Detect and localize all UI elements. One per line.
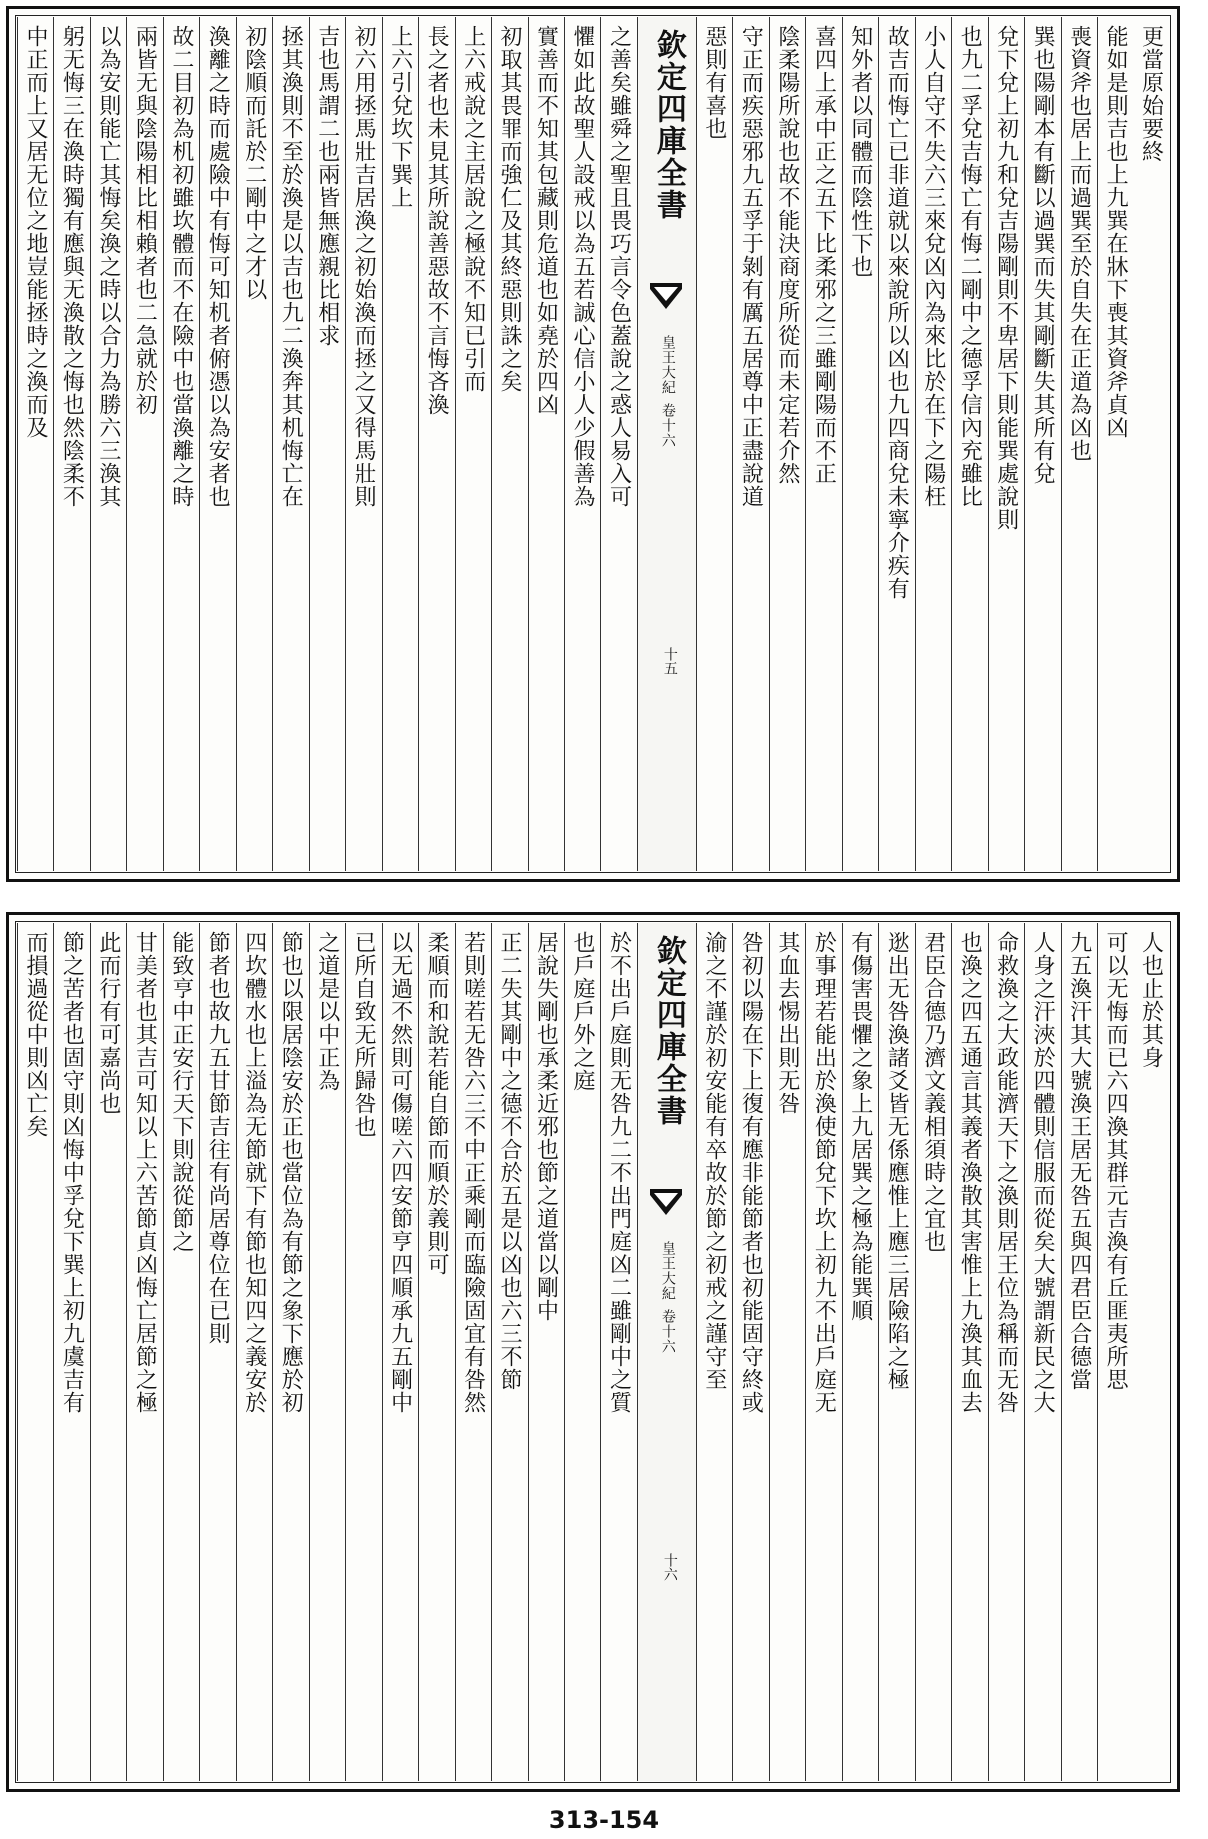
column-text: 喪資斧也居上而過巽至於自失在正道為凶也: [1066, 25, 1092, 462]
text-column: [382, 923, 418, 1781]
volume-label: [658, 335, 678, 448]
text-column: [455, 17, 491, 871]
page-panel-lower: [6, 912, 1180, 1792]
collection-name: 皇王大紀: [659, 335, 676, 395]
column-text: 故二目初為机初雖坎體而不在險中也當渙離之時: [168, 25, 194, 508]
text-column: [1134, 17, 1169, 871]
leaf-number: 十六: [661, 1553, 678, 1581]
text-column: [769, 17, 805, 871]
column-text: 逖出无咎渙諸爻皆无係應惟上應三居險陷之極: [884, 931, 910, 1391]
column-text: 正二失其剛中之德不合於五是以凶也六三不節: [497, 931, 523, 1391]
center-title-column: [637, 17, 696, 871]
column-text: 初取其畏罪而強仁及其終惡則誅之矣: [497, 25, 523, 393]
text-column: [988, 923, 1024, 1781]
text-column: [915, 17, 951, 871]
column-text: 節者也故九五甘節吉往有尚居尊位在已則: [205, 931, 231, 1345]
text-column: [418, 17, 454, 871]
text-column: [491, 923, 527, 1781]
column-text: 以无過不然則可傷嗟六四安節亨四順承九五剛中: [387, 931, 413, 1414]
text-column: [345, 17, 381, 871]
column-text: 實善而不知其包藏則危道也如堯於四凶: [533, 25, 559, 416]
text-column: [988, 17, 1024, 871]
column-text: 小人自守不失六三來兌凶內為來比於在下之陽枉: [920, 25, 946, 508]
text-column: [53, 923, 89, 1781]
text-column: [199, 923, 235, 1781]
column-text: 知外者以同體而陰性下也: [847, 25, 873, 278]
column-text: 四坎體水也上溢為无節就下有節也知四之義安於: [241, 931, 267, 1414]
text-column: [1097, 923, 1133, 1781]
text-column: [528, 17, 564, 871]
column-text: 居說失剛也承柔近邪也節之道當以剛中: [533, 931, 559, 1322]
column-text: 拯其渙則不至於渙是以吉也九二渙奔其机悔亡在: [278, 25, 304, 508]
column-text: 喜四上承中正之五下比柔邪之三雖剛陽而不正: [811, 25, 837, 485]
text-column: [600, 17, 636, 871]
column-text: 君臣合德乃濟文義相須時之宜也: [920, 931, 946, 1253]
text-column: [805, 17, 841, 871]
column-text: 其血去惕出則无咎: [774, 931, 800, 1115]
column-text: 於事理若能出於渙使節兌下坎上初九不出戶庭无: [811, 931, 837, 1414]
text-column: [769, 923, 805, 1781]
column-text: 可以无悔而已六四渙其群元吉渙有丘匪夷所思: [1103, 931, 1129, 1391]
text-column: [272, 17, 308, 871]
column-text: 巽也陽剛本有斷以過巽而失其剛斷失其所有兌: [1030, 25, 1056, 485]
text-column: [732, 17, 768, 871]
text-column: [455, 923, 491, 1781]
column-text: 人身之汗浹於四體則信服而從矣大號謂新民之大: [1030, 931, 1056, 1414]
leaf-number: 十五: [661, 647, 678, 675]
column-text: 柔順而和說若能自節而順於義則可: [424, 931, 450, 1276]
text-column: [951, 923, 987, 1781]
book-title: 欽定四庫全書: [650, 935, 686, 1127]
text-column: [878, 923, 914, 1781]
text-column: [732, 923, 768, 1781]
text-column: [126, 923, 162, 1781]
column-text: 咎初以陽在下上復有應非能節者也初能固守終或: [738, 931, 764, 1414]
text-column: [696, 923, 732, 1781]
text-column: [90, 923, 126, 1781]
column-text: 於不出戶庭則无咎九二不出門庭凶二雖剛中之質: [606, 931, 632, 1414]
column-text: 兌下兌上初九和兌吉陽剛則不卑居下則能巽處說則: [993, 25, 1019, 531]
text-column: [236, 923, 272, 1781]
column-text: 故吉而悔亡已非道就以來說所以凶也九四商兌未寧介疾有: [884, 25, 910, 600]
text-column: [1134, 923, 1169, 1781]
column-text: 躬无悔三在渙時獨有應與无渙散之悔也然陰柔不: [59, 25, 85, 508]
text-column: [878, 17, 914, 871]
text-column: [528, 923, 564, 1781]
column-text: 之善矣雖舜之聖且畏巧言令色蓋說之惑人易入可: [606, 25, 632, 508]
column-text: 吉也馬謂二也兩皆無應親比相求: [314, 25, 340, 347]
column-text: 節之苦者也固守則凶悔中孚兌下巽上初九虞吉有: [59, 931, 85, 1414]
text-column: [309, 923, 345, 1781]
collection-name: 皇王大紀: [659, 1241, 676, 1301]
text-column: [1024, 17, 1060, 871]
text-column: [272, 923, 308, 1781]
column-text: 懼如此故聖人設戒以為五若誠心信小人少假善為: [569, 25, 595, 508]
column-text: 長之者也未見其所說善惡故不言悔吝渙: [424, 25, 450, 416]
text-column: [1024, 923, 1060, 1781]
column-text: 人也止於其身: [1138, 931, 1164, 1069]
column-text: 渝之不謹於初安能有卒故於節之初戒之謹守至: [701, 931, 727, 1391]
text-columns-lower: [17, 923, 1169, 1781]
column-text: 若則嗟若无咎六三不中正乘剛而臨險固宜有咎然: [460, 931, 486, 1414]
fish-tail-mark-icon: [648, 279, 684, 315]
column-text: 渙離之時而處險中有悔可知机者俯憑以為安者也: [205, 25, 231, 508]
book-title: 欽定四庫全書: [650, 29, 686, 221]
column-text: 初陰順而託於二剛中之才以: [241, 25, 267, 301]
column-text: 守正而疾惡邪九五孚于剝有厲五居尊中正盡說道: [738, 25, 764, 508]
column-text: 以為安則能亡其悔矣渙之時以合力為勝六三渙其: [95, 25, 121, 508]
column-text: 上六戒說之主居說之極說不知已引而: [460, 25, 486, 393]
column-text: 節也以限居陰安於正也當位為有節之象下應於初: [278, 931, 304, 1414]
column-text: 已所自致无所歸咎也: [351, 931, 377, 1138]
text-column: [163, 17, 199, 871]
column-text: 中正而上又居无位之地豈能拯時之渙而及: [22, 25, 48, 439]
text-column: [564, 17, 600, 871]
text-column: [1061, 17, 1097, 871]
page-code: 313-154: [548, 1806, 660, 1834]
text-column: [163, 923, 199, 1781]
page-panel-upper: [6, 6, 1180, 882]
column-text: 惡則有喜也: [701, 25, 727, 140]
column-text: 也渙之四五通言其義者渙散其害惟上九渙其血去: [957, 931, 983, 1414]
fish-tail-mark-icon: [648, 1185, 684, 1221]
text-column: [600, 923, 636, 1781]
column-text: 而損過從中則凶亡矣: [22, 931, 48, 1138]
column-text: 陰柔陽所說也故不能決商度所從而未定若介然: [774, 25, 800, 485]
text-column: [345, 923, 381, 1781]
column-text: 甘美者也其吉可知以上六苦節貞凶悔亡居節之極: [132, 931, 158, 1414]
text-column: [491, 17, 527, 871]
text-column: [236, 17, 272, 871]
column-text: 初六用拯馬壯吉居渙之初始渙而拯之又得馬壯則: [351, 25, 377, 508]
text-column: [915, 923, 951, 1781]
text-column: [1097, 17, 1133, 871]
volume-number: 卷十六: [659, 403, 676, 448]
column-text: 能致亨中正安行天下則說從節之: [168, 931, 194, 1253]
text-column: [17, 17, 53, 871]
column-text: 也戶庭戶外之庭: [569, 931, 595, 1092]
column-text: 也九二孚兌吉悔亡有悔二剛中之德孚信內充雖比: [957, 25, 983, 508]
column-text: 之道是以中正為: [314, 931, 340, 1092]
column-text: 兩皆无與陰陽相比相賴者也二急就於初: [132, 25, 158, 416]
column-text: 此而行有可嘉尚也: [95, 931, 121, 1115]
column-text: 更當原始要終: [1138, 25, 1164, 163]
text-column: [418, 923, 454, 1781]
column-text: 命救渙之大政能濟天下之渙則居王位為稱而无咎: [993, 931, 1019, 1414]
column-text: 有傷害畏懼之象上九居巽之極為能巽順: [847, 931, 873, 1322]
column-text: 上六引兌坎下巽上: [387, 25, 413, 209]
text-column: [199, 17, 235, 871]
text-column: [805, 923, 841, 1781]
volume-number: 卷十六: [659, 1309, 676, 1354]
text-column: [564, 923, 600, 1781]
text-columns-upper: [17, 17, 1169, 871]
column-text: 九五渙汗其大號渙王居无咎五與四君臣合德當: [1066, 931, 1092, 1391]
text-column: [53, 17, 89, 871]
text-column: [309, 17, 345, 871]
volume-label: [658, 1241, 678, 1354]
text-column: [1061, 923, 1097, 1781]
center-title-column: [637, 923, 696, 1781]
text-column: [90, 17, 126, 871]
column-text: 能如是則吉也上九巽在牀下喪其資斧貞凶: [1103, 25, 1129, 439]
text-column: [951, 17, 987, 871]
text-column: [382, 17, 418, 871]
text-column: [696, 17, 732, 871]
text-column: [126, 17, 162, 871]
text-column: [842, 923, 878, 1781]
text-column: [17, 923, 53, 1781]
text-column: [842, 17, 878, 871]
